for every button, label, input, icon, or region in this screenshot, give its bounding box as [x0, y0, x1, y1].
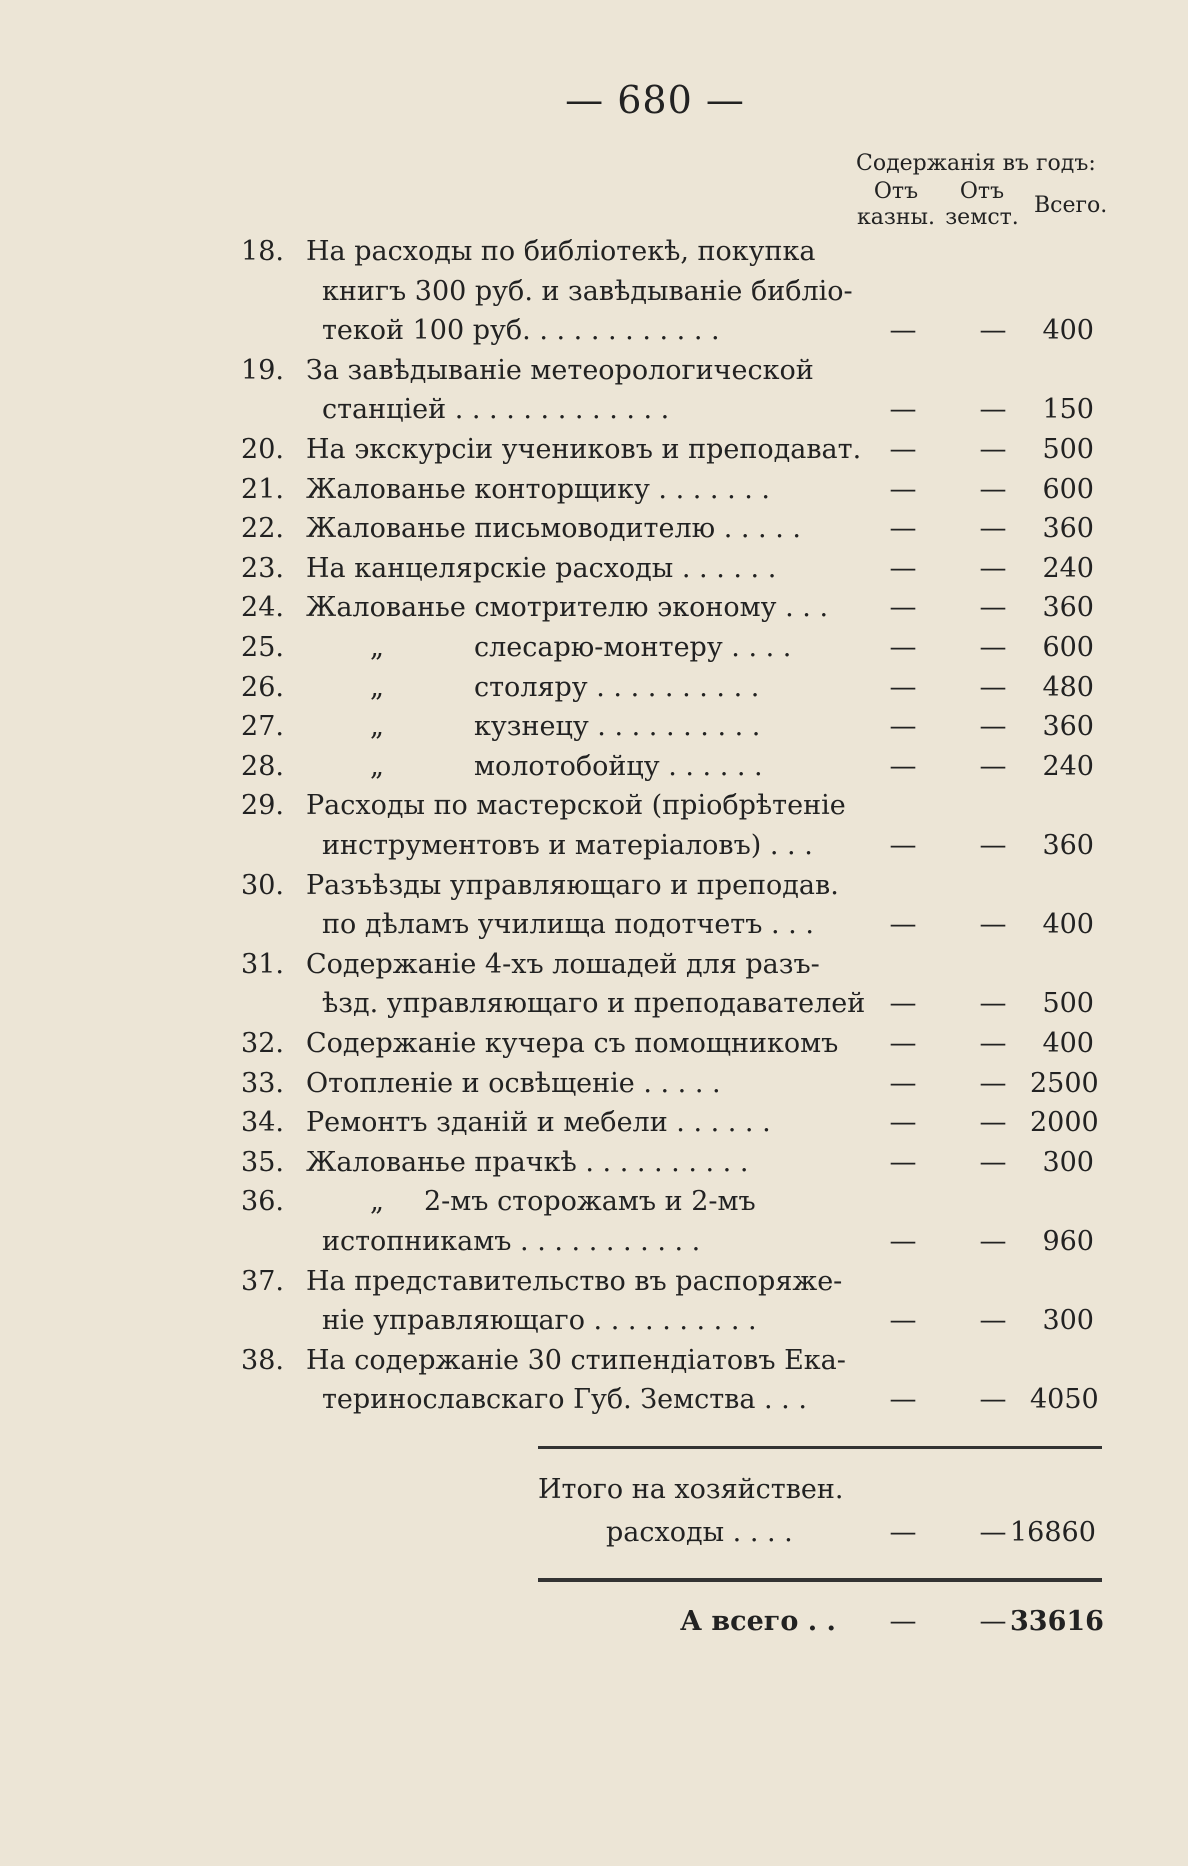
total-cell: 2000 [1030, 1107, 1099, 1139]
row-number: 37. [241, 1265, 284, 1297]
table-row [240, 947, 1100, 983]
table-row [240, 1184, 1100, 1220]
table-row [240, 313, 1100, 349]
total-cell: 960 [1042, 1226, 1094, 1257]
table-row [240, 1382, 1100, 1418]
grand-total-amount: 33616 [1010, 1606, 1104, 1637]
row-description: Жалованье письмоводителю . . . . . [306, 513, 801, 545]
zemstvo-cell: — [979, 394, 1007, 426]
total-cell: 240 [1042, 750, 1094, 782]
subtotal-label-line1: Итого на хозяйствен. [538, 1474, 844, 1505]
row-description: На экскурсіи учениковъ и преподават. [306, 434, 862, 465]
total-cell: 360 [1042, 711, 1094, 743]
table-row [240, 1343, 1100, 1379]
row-description: Жалованье конторщику . . . . . . . [306, 473, 771, 505]
row-description: На расходы по библіотекѣ, покупка [306, 236, 816, 267]
table-row [240, 353, 1100, 389]
row-number: 20. [241, 434, 284, 465]
zemstvo-cell: — [979, 671, 1007, 703]
row-description: Жалованье прачкѣ . . . . . . . . . . [306, 1146, 749, 1178]
ditto-mark: „ [370, 1186, 384, 1218]
treasury-cell: — [889, 909, 917, 941]
row-number: 35. [241, 1146, 284, 1178]
zemstvo-cell: — [979, 1226, 1007, 1257]
grand-total-dash-zemstvo: — [979, 1606, 1007, 1637]
zemstvo-cell: — [979, 434, 1007, 465]
row-description: по дѣламъ училища подотчетъ . . . [322, 909, 814, 941]
row-number: 36. [241, 1186, 284, 1218]
row-description: теринославскаго Губ. Земства . . . [322, 1384, 807, 1416]
grand-total-dash-treasury: — [889, 1606, 917, 1637]
row-description: истопникамъ . . . . . . . . . . . [322, 1226, 701, 1257]
row-description: Расходы по мастерской (пріобрѣтеніе [306, 790, 846, 822]
total-cell: 500 [1042, 988, 1094, 1020]
treasury-cell: — [889, 592, 917, 624]
treasury-cell: — [889, 1146, 917, 1178]
treasury-cell: — [889, 513, 917, 545]
table-row [240, 472, 1100, 508]
treasury-cell: — [889, 1067, 917, 1099]
zemstvo-cell: — [979, 830, 1007, 861]
column-group-title: Содержанія въ годъ: [856, 151, 1096, 176]
row-number: 19. [241, 354, 284, 386]
table-row [240, 590, 1100, 626]
total-cell: 240 [1042, 552, 1094, 584]
zemstvo-cell: — [979, 909, 1007, 941]
table-row [240, 551, 1100, 587]
row-description: 2-мъ сторожамъ и 2-мъ [424, 1186, 756, 1218]
table-row [240, 392, 1100, 428]
row-description: Ремонтъ зданій и мебели . . . . . . [306, 1107, 771, 1139]
row-description: книгъ 300 руб. и завѣдываніе библіо- [322, 275, 853, 307]
treasury-cell: — [889, 1305, 917, 1337]
table-row [240, 1105, 1100, 1141]
column-header-treasury-line1: Отъ [873, 179, 919, 204]
row-description: Содержаніе кучера съ помощникомъ [306, 1028, 839, 1059]
ditto-mark: „ [370, 632, 384, 663]
subtotal-rule [538, 1446, 1102, 1449]
row-number: 23. [241, 552, 284, 584]
treasury-cell: — [889, 1384, 917, 1416]
zemstvo-cell: — [979, 1067, 1007, 1099]
total-cell: 360 [1042, 830, 1094, 861]
treasury-cell: — [889, 750, 917, 782]
total-cell: 2500 [1030, 1067, 1099, 1099]
column-header-treasury-line2: казны. [856, 205, 936, 230]
row-number: 31. [241, 948, 284, 980]
table-row [240, 432, 1100, 468]
subtotal-dash-zemstvo: — [979, 1517, 1007, 1548]
row-number: 24. [241, 592, 284, 624]
subtotal-amount: 16860 [1010, 1517, 1096, 1548]
total-cell: 600 [1042, 632, 1094, 663]
row-description: На канцелярскіе расходы . . . . . . [306, 552, 777, 584]
total-cell: 400 [1042, 909, 1094, 941]
ditto-mark: „ [370, 711, 384, 743]
total-cell: 360 [1042, 592, 1094, 624]
zemstvo-cell: — [979, 592, 1007, 624]
row-number: 38. [241, 1344, 284, 1376]
row-number: 22. [241, 513, 284, 545]
zemstvo-cell: — [979, 1028, 1007, 1059]
zemstvo-cell: — [979, 1107, 1007, 1139]
table-row [240, 749, 1100, 785]
total-cell: 360 [1042, 513, 1094, 545]
treasury-cell: — [889, 434, 917, 465]
row-description: Содержаніе 4-хъ лошадей для разъ- [306, 948, 820, 980]
row-number: 25. [241, 632, 284, 663]
table-row [240, 274, 1100, 310]
subtotal-label-line2: расходы . . . . [606, 1517, 793, 1548]
table-row [240, 709, 1100, 745]
total-cell: 150 [1042, 394, 1094, 426]
zemstvo-cell: — [979, 315, 1007, 347]
row-description: Разъѣзды управляющаго и преподав. [306, 869, 839, 901]
row-description: кузнецу . . . . . . . . . . [474, 711, 761, 743]
zemstvo-cell: — [979, 473, 1007, 505]
treasury-cell: — [889, 711, 917, 743]
row-number: 30. [241, 869, 284, 901]
row-number: 29. [241, 790, 284, 822]
zemstvo-cell: — [979, 513, 1007, 545]
table-row [240, 234, 1100, 270]
row-description: столяру . . . . . . . . . . [474, 671, 760, 703]
subtotal-dash-treasury: — [889, 1517, 917, 1548]
table-row [240, 511, 1100, 547]
row-description: станціей . . . . . . . . . . . . . [322, 394, 670, 426]
table-row [240, 986, 1100, 1022]
treasury-cell: — [889, 1226, 917, 1257]
table-row [240, 907, 1100, 943]
zemstvo-cell: — [979, 711, 1007, 743]
zemstvo-cell: — [979, 632, 1007, 663]
table-row [240, 1303, 1100, 1339]
row-description: слесарю-монтеру . . . . [474, 632, 792, 663]
ditto-mark: „ [370, 671, 384, 703]
total-cell: 300 [1042, 1146, 1094, 1178]
row-number: 27. [241, 711, 284, 743]
treasury-cell: — [889, 315, 917, 347]
total-cell: 400 [1042, 315, 1094, 347]
row-description: Отопленіе и освѣщеніе . . . . . [306, 1067, 721, 1099]
row-description: текой 100 руб. . . . . . . . . . . . [322, 315, 720, 347]
total-cell: 480 [1042, 671, 1094, 703]
table-row [240, 1224, 1100, 1260]
row-number: 33. [241, 1067, 284, 1099]
table-row [240, 630, 1100, 666]
zemstvo-cell: — [979, 1305, 1007, 1337]
treasury-cell: — [889, 552, 917, 584]
zemstvo-cell: — [979, 988, 1007, 1020]
row-description: На содержаніе 30 стипендіатовъ Ека- [306, 1344, 846, 1376]
zemstvo-cell: — [979, 1384, 1007, 1416]
ditto-mark: „ [370, 750, 384, 782]
table-row [240, 868, 1100, 904]
zemstvo-cell: — [979, 750, 1007, 782]
row-number: 18. [241, 236, 284, 267]
total-cell: 600 [1042, 473, 1094, 505]
row-description: На представительство въ распоряже- [306, 1265, 843, 1297]
table-row [240, 670, 1100, 706]
column-header-total: Всего. [1034, 193, 1108, 218]
grand-total-rule [538, 1578, 1102, 1582]
row-description: ѣзд. управляющаго и преподавателей [322, 988, 866, 1020]
zemstvo-cell: — [979, 552, 1007, 584]
row-description: молотобойцу . . . . . . [474, 750, 763, 782]
grand-total-label: А всего . . [680, 1606, 836, 1637]
total-cell: 500 [1042, 434, 1094, 465]
treasury-cell: — [889, 1028, 917, 1059]
treasury-cell: — [889, 394, 917, 426]
row-number: 21. [241, 473, 284, 505]
treasury-cell: — [889, 988, 917, 1020]
table-row [240, 1145, 1100, 1181]
total-cell: 400 [1042, 1028, 1094, 1059]
table-row [240, 828, 1100, 864]
treasury-cell: — [889, 1107, 917, 1139]
table-row [240, 1264, 1100, 1300]
row-description: ніе управляющаго . . . . . . . . . . [322, 1305, 757, 1337]
total-cell: 300 [1042, 1305, 1094, 1337]
row-number: 34. [241, 1107, 284, 1139]
treasury-cell: — [889, 473, 917, 505]
page-number: — 680 — [565, 78, 745, 122]
treasury-cell: — [889, 671, 917, 703]
row-number: 26. [241, 671, 284, 703]
row-description: Жалованье смотрителю эконому . . . [306, 592, 829, 624]
column-header-zemstvo-line1: Отъ [959, 179, 1005, 204]
total-cell: 4050 [1030, 1384, 1099, 1416]
column-header-zemstvo-line2: земст. [945, 205, 1019, 230]
table-row [240, 1026, 1100, 1062]
treasury-cell: — [889, 632, 917, 663]
treasury-cell: — [889, 830, 917, 861]
row-number: 32. [241, 1028, 284, 1059]
row-number: 28. [241, 750, 284, 782]
table-row [240, 1066, 1100, 1102]
row-description: инструментовъ и матеріаловъ) . . . [322, 830, 813, 861]
row-description: За завѣдываніе метеорологической [306, 354, 814, 386]
zemstvo-cell: — [979, 1146, 1007, 1178]
table-row [240, 788, 1100, 824]
